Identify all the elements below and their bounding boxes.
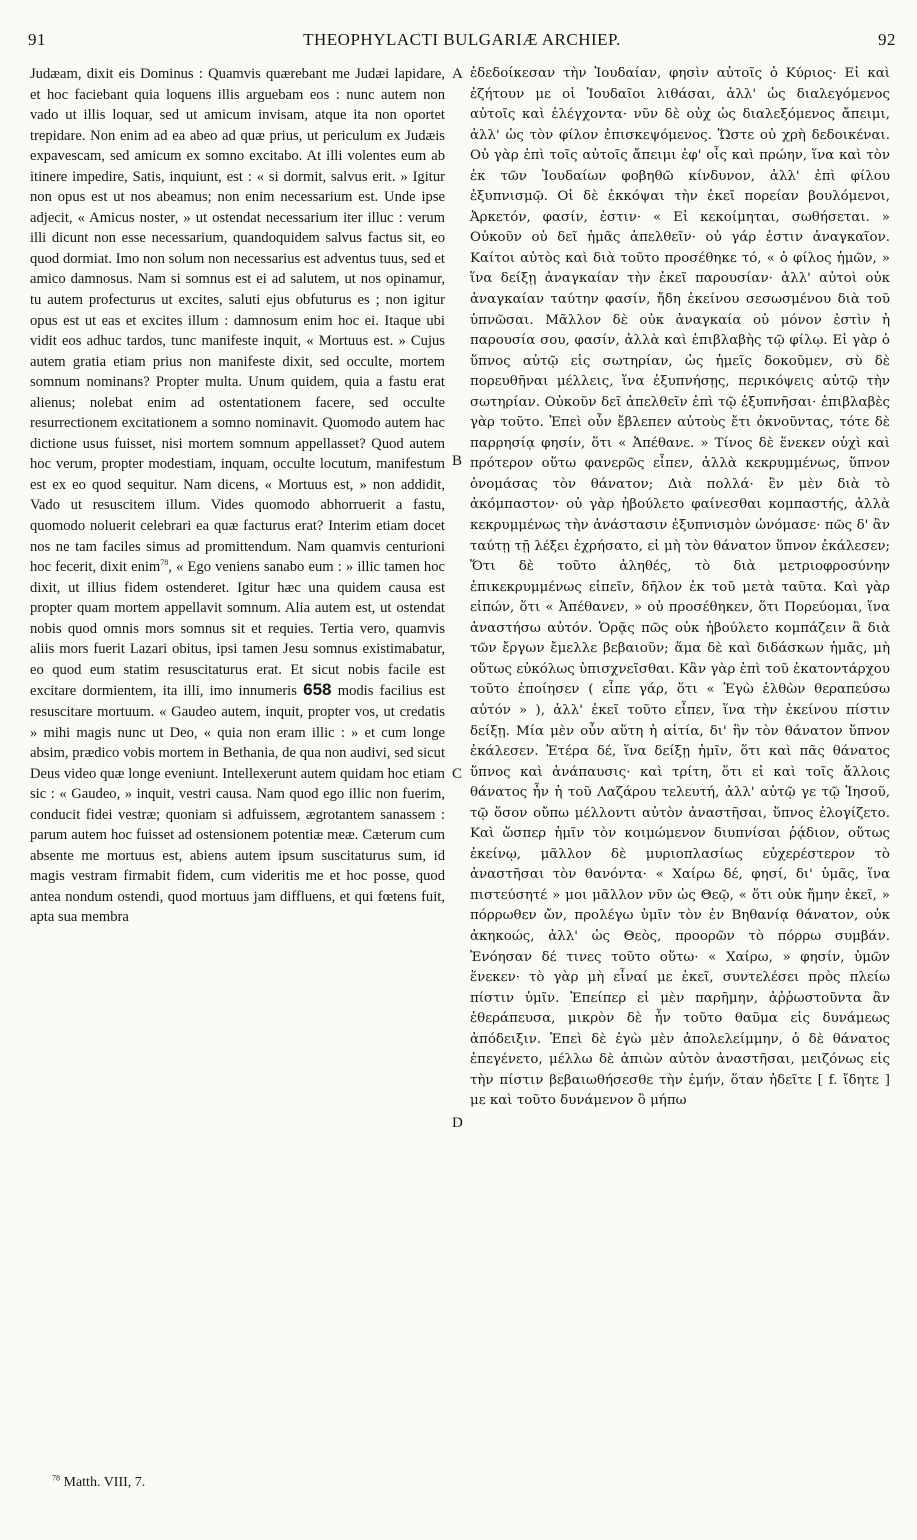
latin-text-part-2: , « Ego veniens sanabo eum : » illic tamen hoc dixit, ut illius fidem ostenderet. Igitur hæc una quidem causa est propter quam mortem appellavit somnum. Alia autem est, ut ostendat nobis quod omnis mors somnus sit et requies. Tertia vero, quamvis aliis mors fuerit Lazari obitus, ipsi tamen Jesu somnus existimabatur, eo quod eum statim resuscitaturus erat. Et sicut nobis facile est excitare dormientem, ita illi, imo innumeris [30, 559, 445, 700]
page-title: THEOPHYLACTI BULGARIÆ ARCHIEP. [303, 30, 621, 49]
column-number: 658 [303, 680, 332, 700]
section-letter-c: C [452, 766, 463, 782]
footnote-mark: 78 [52, 1473, 60, 1483]
footnote-text: Matth. VIII, 7. [63, 1475, 146, 1490]
latin-text-part-3: modis facilius est resuscitare mortuum. « Gaudeo autem, inquit, propter vos, ut credatis » mihi magis nunc ut Deo, « quia non eram illic : » et cum longe absim, prædico vobis mortem in Bethania, de qua non audivi, sed sicut Deus video quæ longe eveniunt. Intellexerunt autem quidam hoc etiam sic : « Gaudeo, » inquit, vestri causa. Nam quod ego illic non fuerim, conducit fidei vestræ; quoniam si adfuissem, ægrotantem sanassem : parum autem hoc fuisset ad ostensionem potentiæ meæ. Cæterum cum absente me mortuus est, abiens autem ipsum suscitaturus sum, id magis vestram firmabit fidem, cum videritis me et hoc posse, quod antea nondum ostendi, quod mortuus jam diffluens, et qui fœtens fuit, apta sua membra [30, 683, 445, 926]
section-letter-b: B [452, 453, 463, 469]
footnote-reference: 78 [160, 558, 169, 568]
section-letter-d: D [452, 1115, 463, 1131]
latin-text-part-1: Judæam, dixit eis Dominus : Quamvis quærebant me Judæi lapidare, et hoc faciebant quia loquens illis arguebam eos : nunc autem non vado ut illis loquar, sed ut amicum invisam, atque ita non oportet trepidare. Non enim ad ea abeo ad quæ prius, ut periculum ex Judæis expavescam, sed amicum ex somno excitabo. At illi volentes eum ab itinere impedire, Satis, inquiunt, est : « si dormit, salvus erit. » Igitur non opus est ut nos abeamus; non enim necessarium est. Unde ipse adjecit, « Amicus noster, » ut ostendat necessarium iter illuc : verum illi dicunt non esse necessarium, quandoquidem salvus factus sit, eo quod dormiat. Imo non solum non necessarius est adventus tuus, sed et amico damnosus. Nam si somnus est ei ad salutem, ut nos opinamur, tu autem profecturus ut excites, saluti ejus obfuturus es ; non igitur opus est ut eas et excites illum : damnosum enim hoc ei. Itaque ubi vidit eos adhuc tardos, tunc manifeste inquit, « Mortuus est. » Cujus autem gratia etiam prius non manifeste dixit, sed occulte, mortem somnum nominans? Propter multa. Unum quidem, quia a fastu erat alienus; nolebat enim ad ostentationem facere, sed occulte resurrectionem excitationem a somno nominavit. Quomodo autem hac dictione usus fuisset, nisi mortem somnum appellasset? Quod autem hoc verum, propter modestiam, inquam, occulte locutum, manifestum est ex eo quod sequitur. Nam dicens, « Mortuus est, » non addidit, Vado ut resuscitem illum. Vides quomodo abhorruerit a fastu, quomodo noluerit celebrari ea quæ facturus erat? Interim etiam docet nos ne tam faciles simus ad promittendum. Nam quamvis centurioni hoc fecerit, dixit enim [30, 66, 445, 576]
latin-column [30, 64, 445, 928]
greek-column [470, 64, 890, 1112]
page-number-right: 92 [878, 30, 896, 49]
page-number-left: 91 [28, 30, 46, 49]
footnote [52, 1475, 145, 1491]
section-letter-a: A [452, 66, 463, 82]
running-head [28, 30, 896, 56]
greek-paragraph: ἐδεδοίκεσαν τὴν Ἰουδαίαν, φησὶν αὐτοῖς ὁ Κύριος· Εἰ καὶ ἐζήτουν με οἱ Ἰουδαῖοι λιθάσαι, ἀλλ' ὡς διαλεγόμενος αὐτοῖς καὶ ἐλέγχοντα· νῦν δὲ οὐχ ὡς διαλεξόμενος ἄπειμι, ἀλλ' ὡς τὸν φίλον ἐπισκεψόμενος. Ὥστε οὐ χρὴ δεδοικέναι. Οὐ γὰρ ἐπὶ τοῖς αὐτοῖς ἄπειμι ἐφ' οἷς καὶ πρώην, ἵνα καὶ τὸν ἐκ τῶν Ἰουδαίων φοβηθῶ κίνδυνον, ἀλλ' ἐπὶ φίλου ἐξυπνισμῷ. Οἱ δὲ ἐκκόψαι τὴν ἐκεῖ πορείαν βουλόμενοι, Ἀρκετόν, φασίν, ἐστιν· « Εἰ κεκοίμηται, σωθήσεται. » Οὐκοῦν οὐ δεῖ ἡμᾶς ἀπελθεῖν· οὐ γάρ ἐστιν ἀναγκαῖον. Καίτοι αὐτὸς καὶ διὰ τοῦτο προσέθηκε τό, « ὁ φίλος ἡμῶν, » ἵνα δείξῃ ἀναγκαίαν τὴν ἐκεῖ παρουσίαν· ἀλλ' αὐτοὶ οὐκ ἀναγκαίαν ταύτην φασίν, ἤδη ἐκείνου σεσωσμένου διὰ τοῦ ὑπνῶσαι. Μᾶλλον δὲ οὐκ ἀναγκαία οὐ μόνον ἐστὶν ἡ παρουσία σου, φασίν, ἀλλὰ καὶ ἐπιβλαβὴς τῷ φίλῳ. Εἰ γὰρ ὁ ὕπνος αὐτῷ εἰς σωτηρίαν, ὡς ἡμεῖς δοκοῦμεν, σὺ δὲ πορευθῆναι μέλλεις, ἵνα ἐξυπνήσῃς, περικόψεις αὐτῷ τὴν σωτηρίαν. Οὐκοῦν δεῖ ἀπελθεῖν ἐπὶ τῷ ἐξυπνῆσαι· ἐπιβλαβὲς γὰρ τοῦτο. Ἐπεὶ οὖν ἔβλεπεν αὐτοὺς ἔτι ὀκνοῦντας, τότε δὲ παρρησίᾳ φησίν, ὅτι « Ἀπέθανε. » Τίνος δὲ ἕνεκεν οὐχὶ καὶ πρότερον οὕτω φανερῶς εἶπεν, ἀλλὰ κεκρυμμένως, ὕπνον ὀνομάσας τὸν θάνατον; Διὰ πολλά· ἓν μὲν διὰ τὸ ἀκόμπαστον· οὐ γὰρ ἠβούλετο φαίνεσθαι κομπαστής, ἀλλὰ κεκρυμμένως τὴν ἀνάστασιν ἐξυπνισμὸν ὠνόμασε· πῶς δ' ἂν ταύτῃ τῇ λέξει ἐχρήσατο, εἰ μὴ τὸν θάνατον ὕπνον ἐκάλεσεν; Ὅτι δὲ τοῦτο ἀληθές, τὸ διὰ μετριοφροσύνην ἐπικεκρυμμένως εἰπεῖν, δῆλον ἐκ τοῦ μετὰ ταῦτα. Καὶ γὰρ εἰπών, ὅτι « Ἀπέθανεν, » οὐ προσέθηκεν, ὅτι Πορεύομαι, ἵνα ἀναστήσω αὐτόν. Ὁρᾷς πῶς οὐκ ἠβούλετο κομπάζειν ἃ διὰ τῶν ἔργων ἔμελλε βεβαιοῦν; ἅμα δὲ καὶ διδάσκων ἡμᾶς, μὴ οὕτως εὐκόλως ὑπισχνεῖσθαι. Κἂν γὰρ ἐπὶ τοῦ ἑκατοντάρχου τοῦτο ἐποίησεν ( εἶπε γάρ, ὅτι « Ἐγὼ ἐλθὼν θεραπεύσω αὐτόν » ), ἀλλ' ἐκεῖ τοῦτο εἶπεν, ἵνα τὴν ἐκείνου πίστιν δείξῃ. Μία μὲν οὖν αὕτη ἡ αἰτία, δι' ἣν τὸν θάνατον ὕπνον ἐκάλεσεν. Ἑτέρα δέ, ἵνα δείξῃ ἡμῖν, ὅτι καὶ πᾶς θάνατος ὕπνος καὶ ἀνάπαυσις· καὶ τρίτη, ὅτι εἰ καὶ τοῖς ἄλλοις θάνατος ἦν ἡ τοῦ Λαζάρου τελευτή, ἀλλ' αὐτῷ γε τῷ Ἰησοῦ, τῷ ὅσον οὔπω μέλλοντι αὐτὸν ἀναστῆσαι, ὕπνος ἐλογίζετο. Καὶ ὥσπερ ἡμῖν τὸν κοιμώμενον διυπνίσαι ῥᾴδιον, οὕτως ἐκείνῳ, μᾶλλον δὲ μυριοπλασίως εὐχερέστερον τὸ ἀναστῆσαι τὸν θανόντα· « Χαίρω δέ, φησί, δι' ὑμᾶς, ἵνα πιστεύσητέ » μοι μᾶλλον νῦν ὡς Θεῷ, « ὅτι οὐκ ἤμην ἐκεῖ, » πόρρωθεν ὤν, προλέγω ὑμῖν τὸν ἐν Βηθανίᾳ θάνατον, οὐκ ἀκηκοώς, ἀλλ' ὡς Θεὸς, προορῶν τὸ πόρρω συμβάν. Ἐνόησαν δέ τινες τοῦτο οὕτω· « Χαίρω, » φησίν, ὑμῶν ἕνεκεν· τὸ γὰρ μὴ εἶναί με ἐκεῖ, συντελέσει πρὸς πλείω πίστιν ὑμῖν. Ἐπείπερ εἰ μὲν παρῆμην, ἀῤῥωστοῦντα ἂν ἐθεράπευσα, μικρὸν δὲ ἦν τοῦτο θαῦμα εἰς δυνάμεως ἀπόδειξιν. Ἐπεὶ δὲ ἐγὼ μὲν ἀπολελείμμην, ὁ δὲ θάνατος ἐπεγένετο, μέλλω δὲ ἀπιὼν αὐτὸν ἀναστῆσαι, μειζόνως εἰς τὴν πίστιν βεβαιωθήσεσθε τὴν ἐμήν, ὅταν ἠδεῖτε [ f. ἴδητε ] με καὶ τοῦτο δυνάμενον ὃ μήπω [470, 66, 890, 1109]
latin-paragraph [30, 64, 445, 928]
